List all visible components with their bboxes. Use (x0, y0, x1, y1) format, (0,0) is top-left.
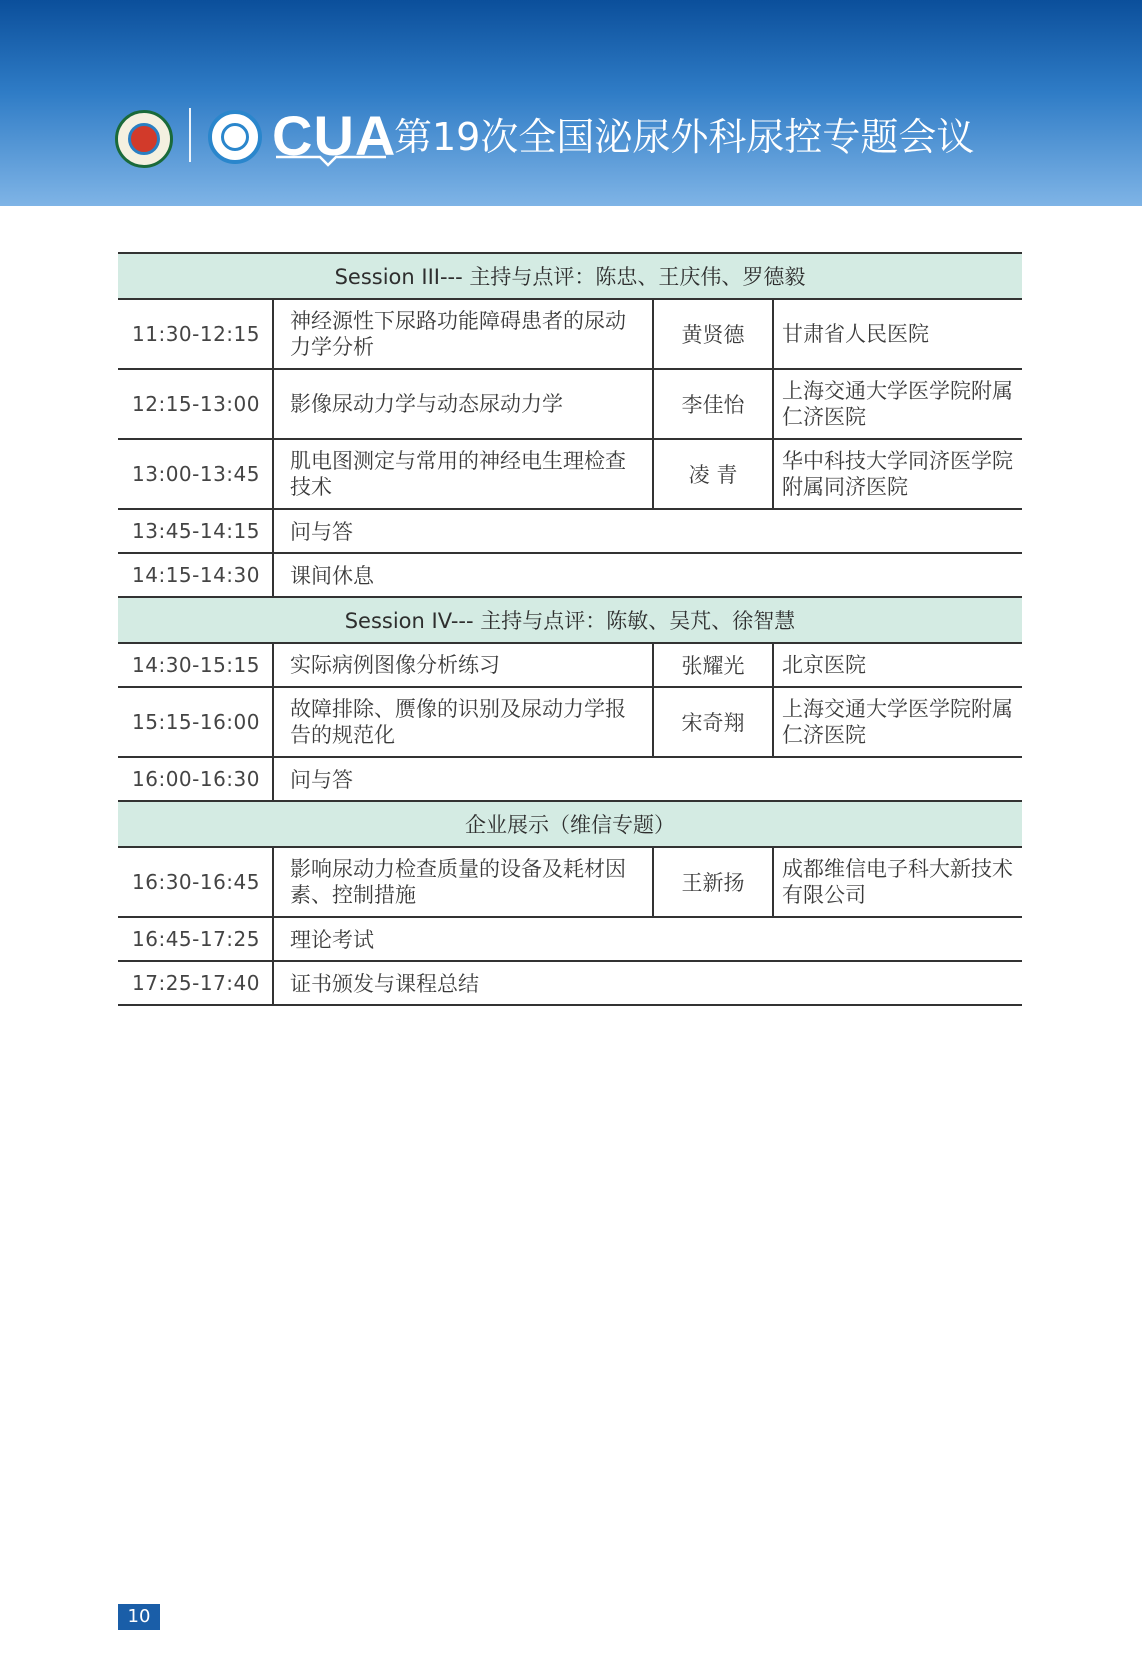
table-row (118, 553, 1022, 597)
speaker-cell: 黄贤德 (653, 299, 773, 369)
time-cell: 13:00-13:45 (118, 439, 273, 509)
table-row (118, 961, 1022, 1005)
conference-title: 第19次全国泌尿外科尿控专题会议 (394, 115, 975, 159)
time-cell: 16:30-16:45 (118, 847, 273, 917)
topic-cell: 课间休息 (290, 564, 374, 588)
time-cell: 13:45-14:15 (118, 509, 273, 553)
time-cell: 15:15-16:00 (118, 687, 273, 757)
header-divider (189, 108, 191, 162)
organization-cell: 上海交通大学医学院附属仁济医院 (782, 379, 1013, 429)
page-number: 10 (118, 1604, 160, 1630)
organization-cell: 北京医院 (782, 653, 866, 677)
cua-brand: CUA (272, 104, 397, 167)
organization-cell: 上海交通大学医学院附属仁济医院 (782, 697, 1013, 747)
topic-cell: 影像尿动力学与动态尿动力学 (273, 369, 653, 439)
time-cell: 17:25-17:40 (118, 961, 273, 1005)
table-row (118, 369, 1022, 439)
speaker-cell: 张耀光 (653, 643, 773, 687)
speaker-cell: 宋奇翔 (653, 687, 773, 757)
society-emblem-icon (115, 110, 173, 168)
time-cell: 16:00-16:30 (118, 757, 273, 801)
table-row (118, 299, 1022, 369)
table-row (118, 509, 1022, 553)
topic-cell: 肌电图测定与常用的神经电生理检查技术 (273, 439, 653, 509)
table-row (118, 439, 1022, 509)
speaker-cell: 李佳怡 (653, 369, 773, 439)
session-heading: 企业展示（维信专题） (118, 801, 1022, 847)
topic-cell: 故障排除、赝像的识别及尿动力学报告的规范化 (273, 687, 653, 757)
topic-cell: 理论考试 (290, 928, 374, 952)
organization-cell: 成都维信电子科大新技术有限公司 (782, 857, 1013, 907)
topic-cell: 神经源性下尿路功能障碍患者的尿动力学分析 (273, 299, 653, 369)
time-cell: 16:45-17:25 (118, 917, 273, 961)
session-heading: Session IV--- 主持与点评：陈敏、吴芃、徐智慧 (118, 597, 1022, 643)
table-row (118, 847, 1022, 917)
topic-cell: 证书颁发与课程总结 (290, 972, 479, 996)
page-header (0, 0, 1142, 206)
table-row (118, 757, 1022, 801)
speaker-cell: 王新扬 (653, 847, 773, 917)
speaker-cell: 凌 青 (653, 439, 773, 509)
schedule-table (118, 252, 1022, 1006)
topic-cell: 问与答 (290, 768, 353, 792)
organization-cell: 甘肃省人民医院 (782, 322, 929, 346)
time-cell: 14:15-14:30 (118, 553, 273, 597)
topic-cell: 问与答 (290, 520, 353, 544)
topic-cell: 影响尿动力检查质量的设备及耗材因素、控制措施 (273, 847, 653, 917)
session-heading-row (118, 597, 1022, 643)
table-row (118, 643, 1022, 687)
session-heading-row (118, 253, 1022, 299)
table-row (118, 917, 1022, 961)
session-heading: Session III--- 主持与点评：陈忠、王庆伟、罗德毅 (118, 253, 1022, 299)
time-cell: 12:15-13:00 (118, 369, 273, 439)
brand-swoosh-icon (276, 154, 386, 168)
cua-emblem-icon (208, 110, 262, 164)
time-cell: 14:30-15:15 (118, 643, 273, 687)
topic-cell: 实际病例图像分析练习 (273, 643, 653, 687)
session-heading-row (118, 801, 1022, 847)
time-cell: 11:30-12:15 (118, 299, 273, 369)
table-row (118, 687, 1022, 757)
organization-cell: 华中科技大学同济医学院附属同济医院 (782, 449, 1013, 499)
